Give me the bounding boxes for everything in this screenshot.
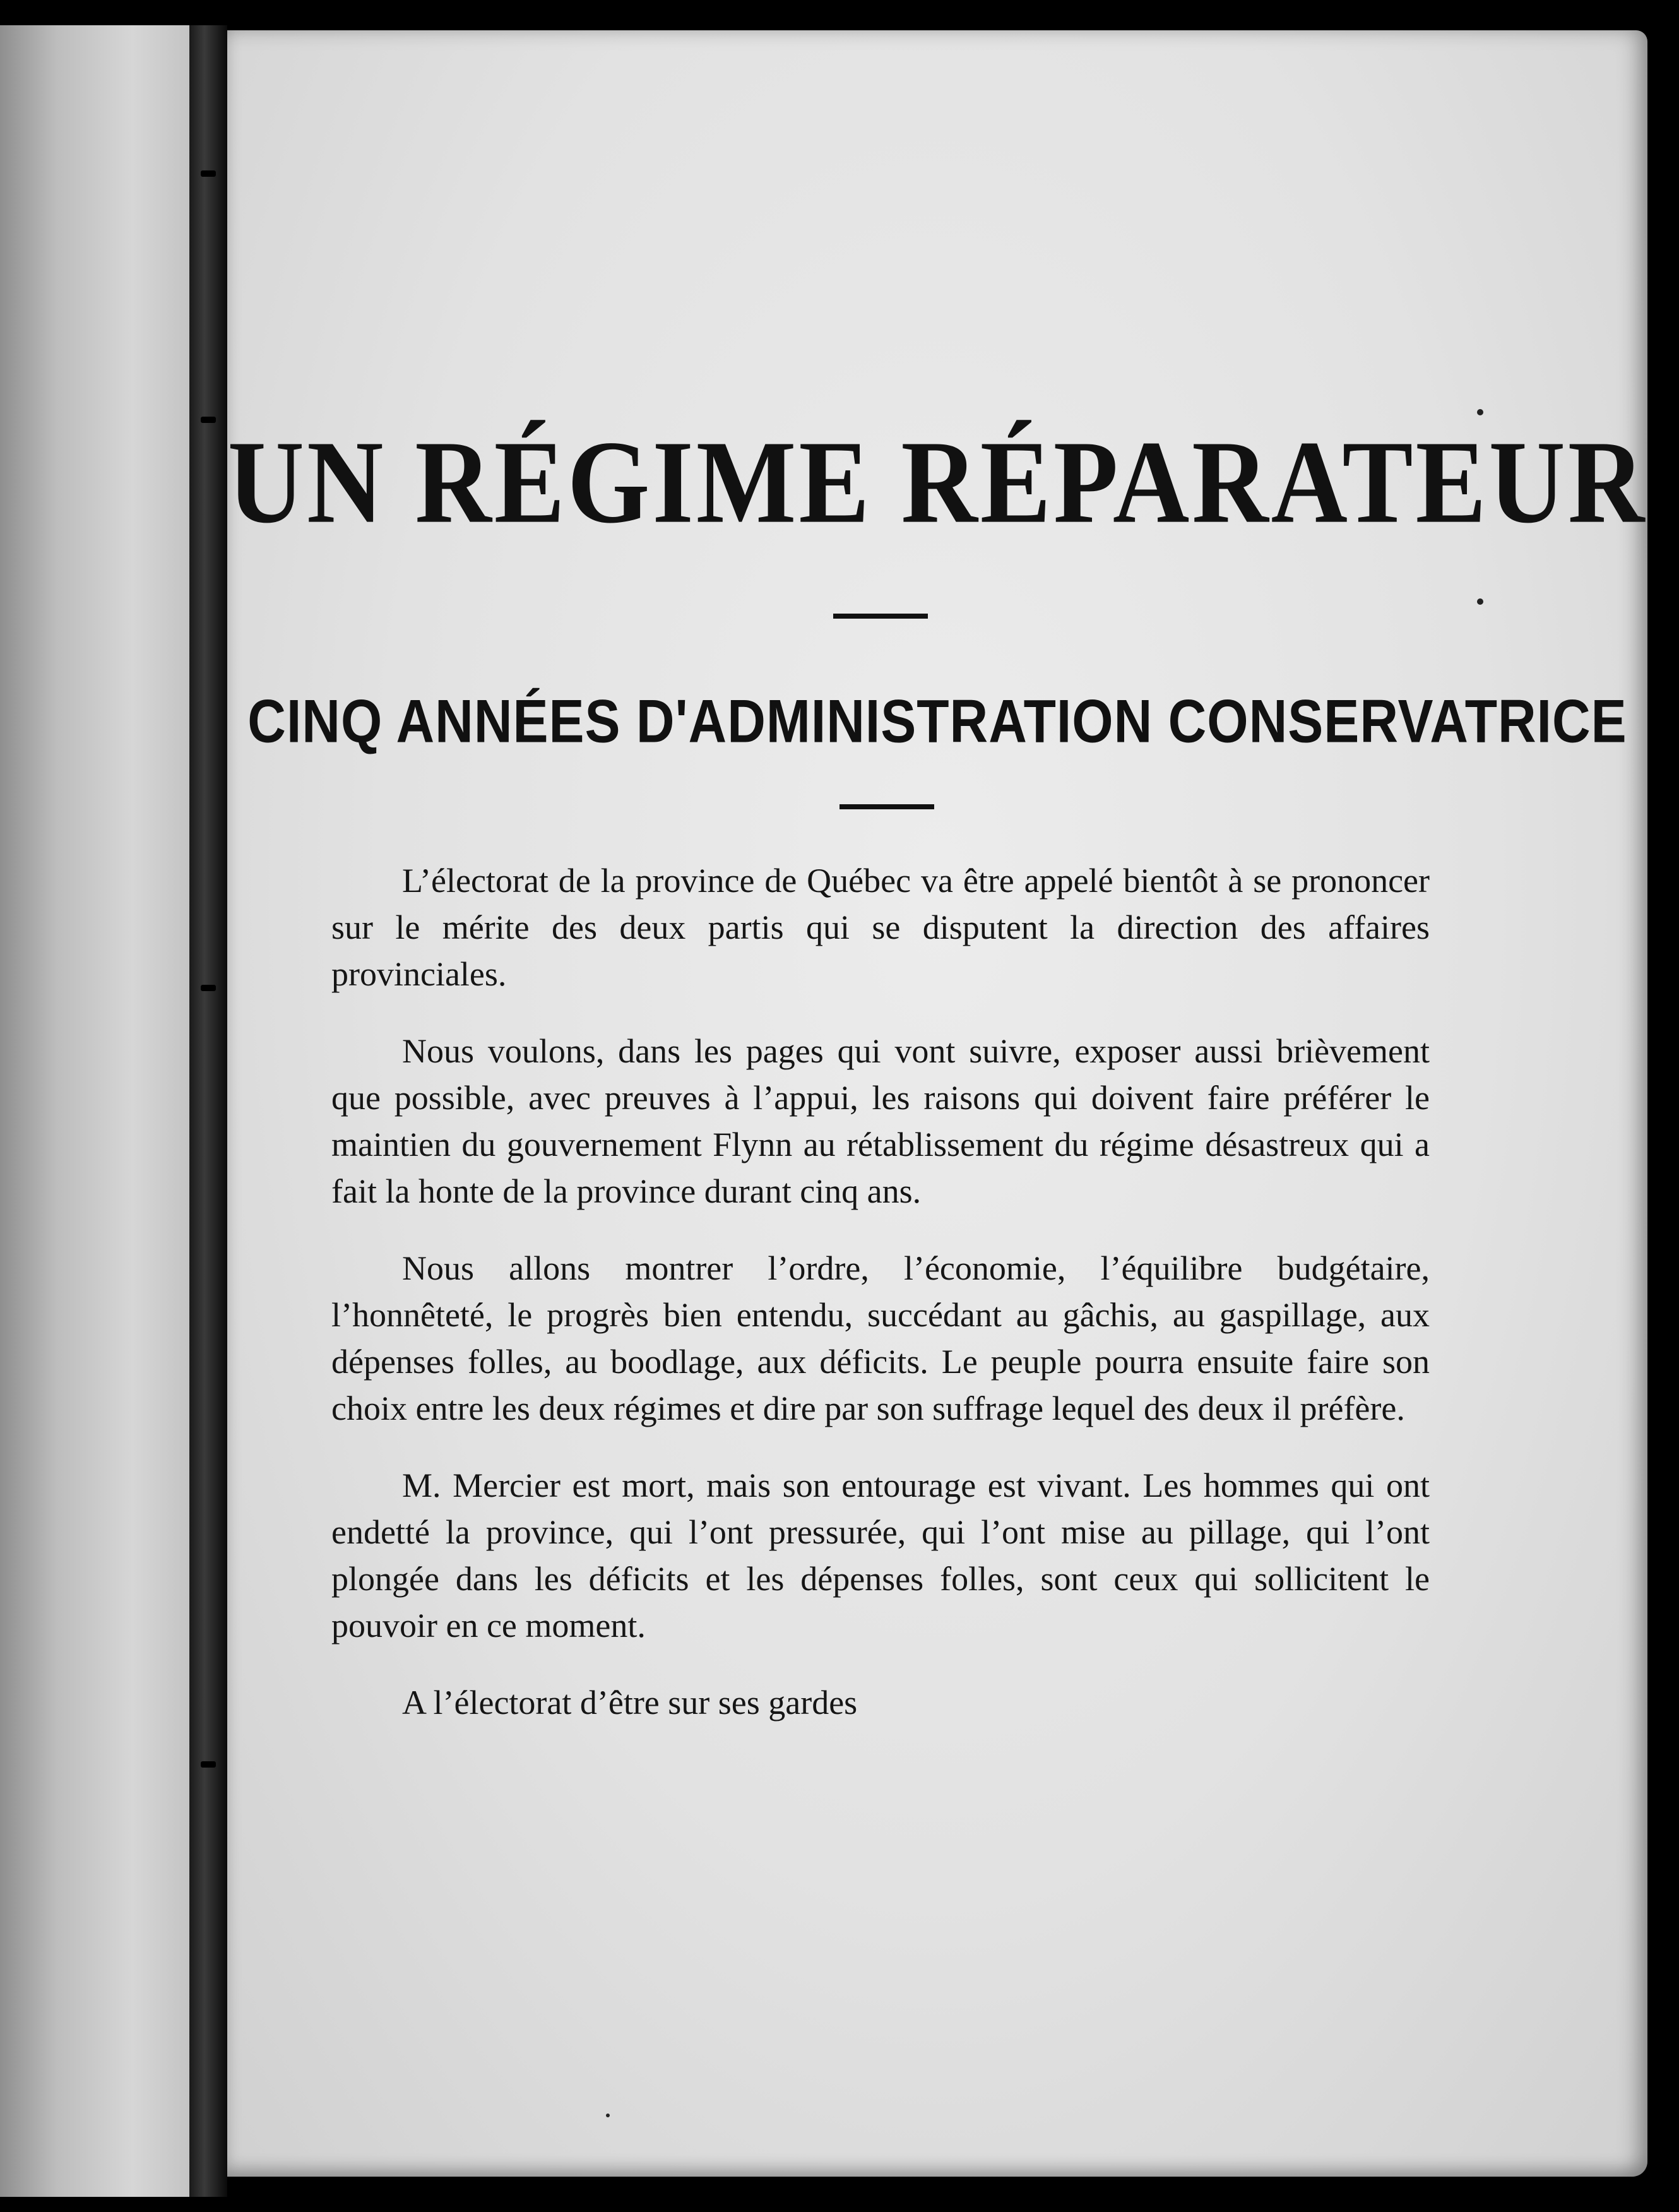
print-speck bbox=[1477, 598, 1483, 605]
paragraph: Nous allons montrer l’ordre, l’économie, l’équilibre budgétaire, l’honnêteté, le progrès bien entendu, succédant au gâchis, au gaspillage, aux dépenses folles, au boodlage, aux déficits. Le peuple pourra ensuite faire son choix entre les deux régimes et dire par son suffrage lequel des deux il préfère. bbox=[331, 1249, 1430, 1427]
print-speck bbox=[606, 2114, 610, 2117]
document-page bbox=[227, 30, 1647, 2177]
subtitle-divider bbox=[840, 804, 934, 809]
paragraph: Nous voulons, dans les pages qui vont suivre, exposer aussi brièvement que possible, avec preuves à l’appui, les raisons qui doivent faire préférer le maintien du gouvernement Flynn au rétablissement du régime désastreux qui a fait la honte de la province durant cinq ans. bbox=[331, 1032, 1430, 1210]
paragraph: L’électorat de la province de Québec va être appelé bientôt à se prononcer sur le mérite des deux partis qui se disputent la direction des affaires provinciales. bbox=[331, 862, 1430, 993]
book-spine bbox=[189, 25, 227, 2197]
binding-stitch bbox=[201, 417, 216, 423]
binding-stitch bbox=[201, 1761, 216, 1768]
page-subtitle: CINQ ANNÉES D'ADMINISTRATION CONSERVATRICE bbox=[247, 686, 1627, 755]
facing-page-edge bbox=[0, 25, 189, 2197]
binding-stitch bbox=[201, 170, 216, 177]
body-text bbox=[331, 857, 1430, 1756]
print-speck bbox=[1477, 409, 1483, 415]
paragraph: M. Mercier est mort, mais son entourage est vivant. Les hommes qui ont endetté la province, qui l’ont pressurée, qui l’ont mise au pillage, qui l’ont plongée dans les déficits et les dépenses folles, sont ceux qui sollicitent le pouvoir en ce moment. bbox=[331, 1466, 1430, 1644]
closing-line: A l’électorat d’être sur ses gardes bbox=[402, 1684, 858, 1721]
title-divider bbox=[833, 614, 928, 619]
binding-stitch bbox=[201, 985, 216, 991]
page-title: UN RÉGIME RÉPARATEUR bbox=[227, 416, 1647, 549]
